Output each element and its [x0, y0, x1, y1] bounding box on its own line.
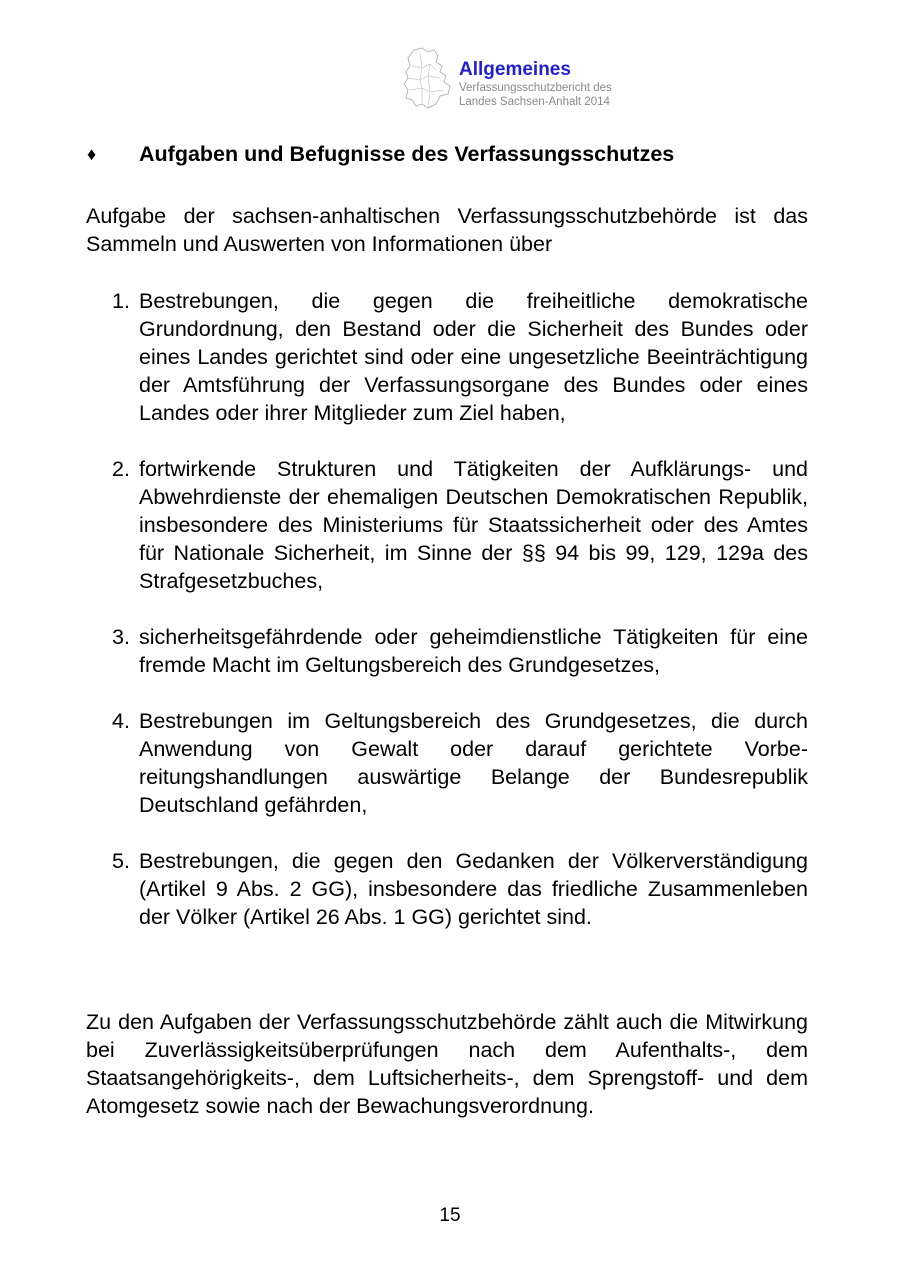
- list-item: [112, 623, 808, 679]
- sachsen-anhalt-map-icon: [400, 46, 458, 112]
- diamond-bullet-icon: ♦: [87, 144, 97, 164]
- list-item: [112, 287, 808, 427]
- list-item-number: 1.: [112, 289, 130, 313]
- list-item-text: Bestrebungen, die gegen den Gedanken der Völkerverständigung (Artikel 9 Abs. 2 GG), insbesondere das friedliche Zusammenleben der Völker (Artikel 26 Abs. 1 GG) gerichtet sind.: [139, 849, 808, 929]
- list-item-text: Bestrebungen, die gegen die freiheitliche demokratische Grundordnung, den Bestand oder die Sicherheit des Bundes oder eines Landes gerichtet sind oder eine ungesetzliche Beeinträchtigung der Amtsführung der Verfassungsorgane des Bundes oder eines Landes oder ihrer Mitglieder zum Ziel haben,: [139, 289, 808, 425]
- intro-paragraph: Aufgabe der sachsen-anhaltischen Verfassungsschutzbehörde ist das Sammeln und Auswerten von Informationen über: [86, 204, 808, 256]
- header-subtitle-line2: Landes Sachsen-Anhalt 2014: [459, 96, 610, 108]
- list-item-number: 4.: [112, 709, 130, 733]
- page-number: 15: [439, 1205, 461, 1226]
- list-item-text: Bestrebungen im Geltungsbereich des Grundgesetzes, die durch Anwendung von Gewalt oder darauf gerichtete Vorbereitungshandlungen auswärtige Belange der Bundesrepublik Deutschland gefährden,: [139, 709, 808, 817]
- list-item: [112, 847, 808, 931]
- list-item-number: 5.: [112, 849, 130, 873]
- header-subtitle-line1: Verfassungsschutzbericht des: [459, 82, 612, 94]
- task-list: [112, 287, 808, 959]
- list-item-text: fortwirkende Strukturen und Tätigkeiten der Aufklärungs- und Abwehrdienste der ehemaligen Deutschen Demokratischen Republik, insbesondere des Ministeriums für Staatssicherheit oder des Amtes für Nationale Sicherheit, im Sinne der §§ 94 bis 99, 129, 129a des Strafgesetzbuches,: [139, 457, 808, 593]
- header-subtitle: [459, 81, 612, 109]
- section-heading-text: Aufgaben und Befugnisse des Verfassungsschutzes: [139, 142, 675, 166]
- list-item: [112, 707, 808, 819]
- list-item-number: 3.: [112, 625, 130, 649]
- closing-paragraph: Zu den Aufgaben der Verfassungsschutzbehörde zählt auch die Mitwirkung bei Zuverlässigkeitsüberprüfungen nach dem Aufenthalts-, dem Staatsangehörigkeits-, dem Luftsicherheits-, dem Sprengstoff- und dem Atomgesetz sowie nach der Bewachungsverordnung.: [86, 1010, 808, 1118]
- list-item-text: sicherheitsgefährdende oder geheimdienstliche Tätigkeiten für eine fremde Macht im Geltungsbereich des Grundgesetzes,: [139, 625, 808, 677]
- list-item: [112, 455, 808, 595]
- list-item-number: 2.: [112, 457, 130, 481]
- header-title: Allgemeines: [459, 59, 571, 80]
- page-header: [400, 46, 660, 116]
